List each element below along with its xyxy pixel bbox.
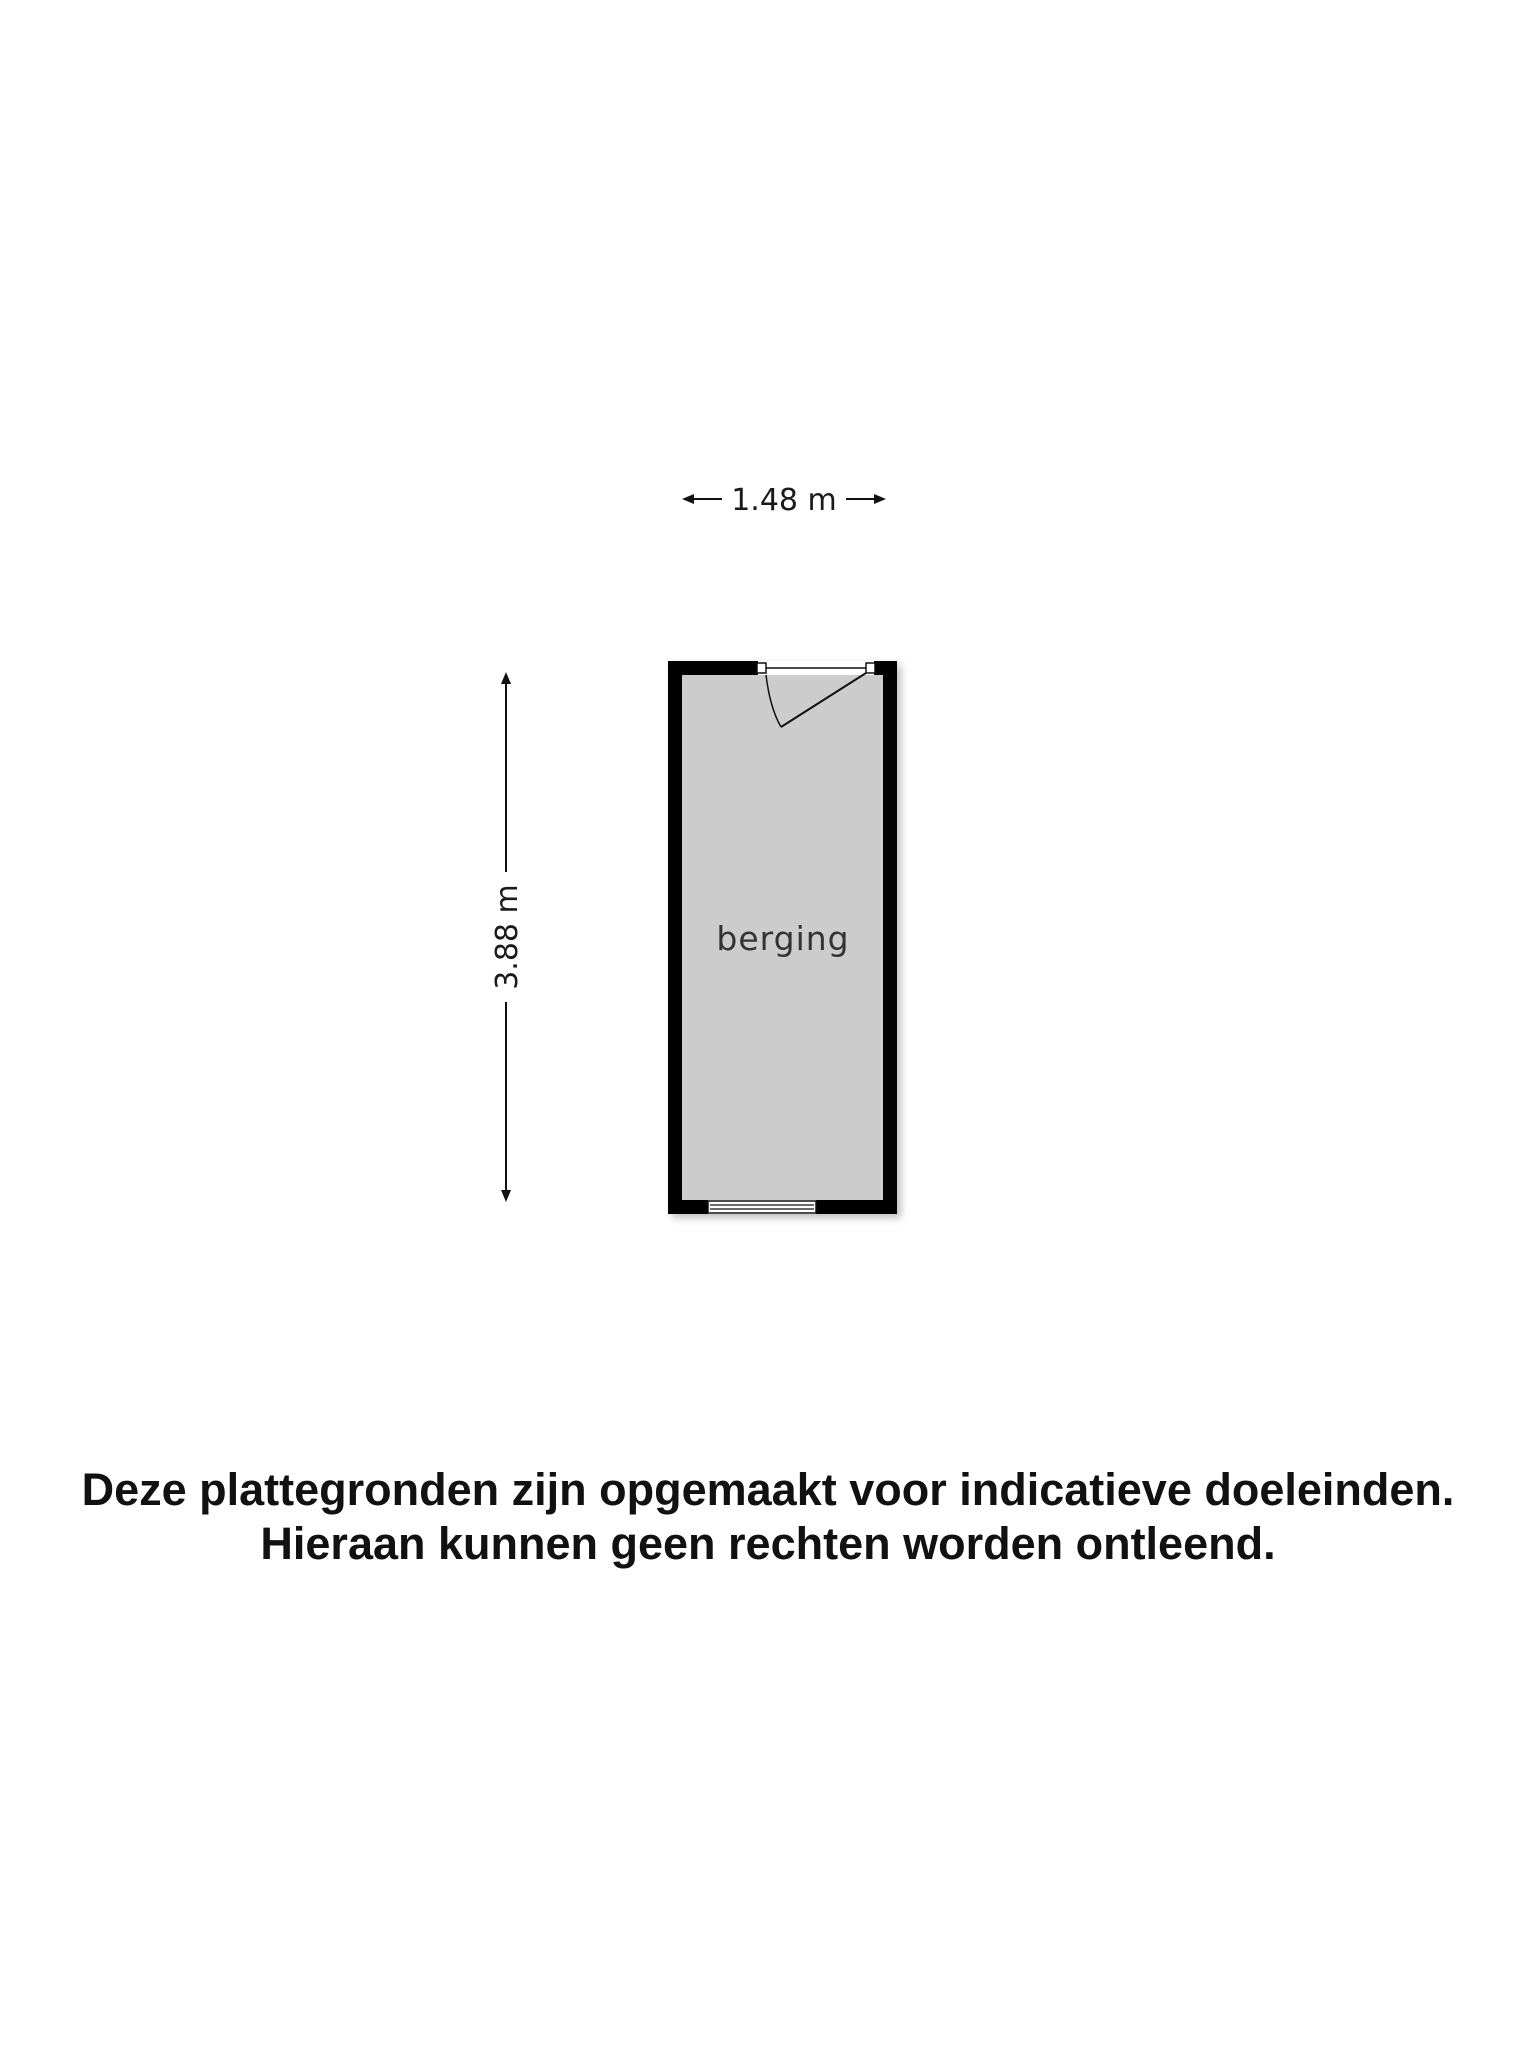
disclaimer-line-2: Hieraan kunnen geen rechten worden ontleend. bbox=[260, 1518, 1276, 1569]
height-label: 3.88 m bbox=[490, 884, 525, 990]
arrow-up-icon bbox=[501, 672, 511, 684]
window-frame bbox=[708, 1201, 816, 1213]
arrow-down-icon bbox=[501, 1190, 511, 1202]
disclaimer-line-1: Deze plattegronden zijn opgemaakt voor indicatieve doeleinden. bbox=[81, 1464, 1455, 1515]
width-label: 1.48 m bbox=[731, 483, 837, 518]
height-dimension bbox=[490, 672, 525, 1202]
door-jamb-right bbox=[866, 663, 875, 673]
room-label: berging bbox=[716, 919, 850, 958]
door-jamb-left bbox=[757, 663, 766, 673]
arrow-left-icon bbox=[682, 494, 694, 504]
window bbox=[708, 1200, 816, 1214]
arrow-right-icon bbox=[874, 494, 886, 504]
width-dimension bbox=[682, 483, 886, 518]
